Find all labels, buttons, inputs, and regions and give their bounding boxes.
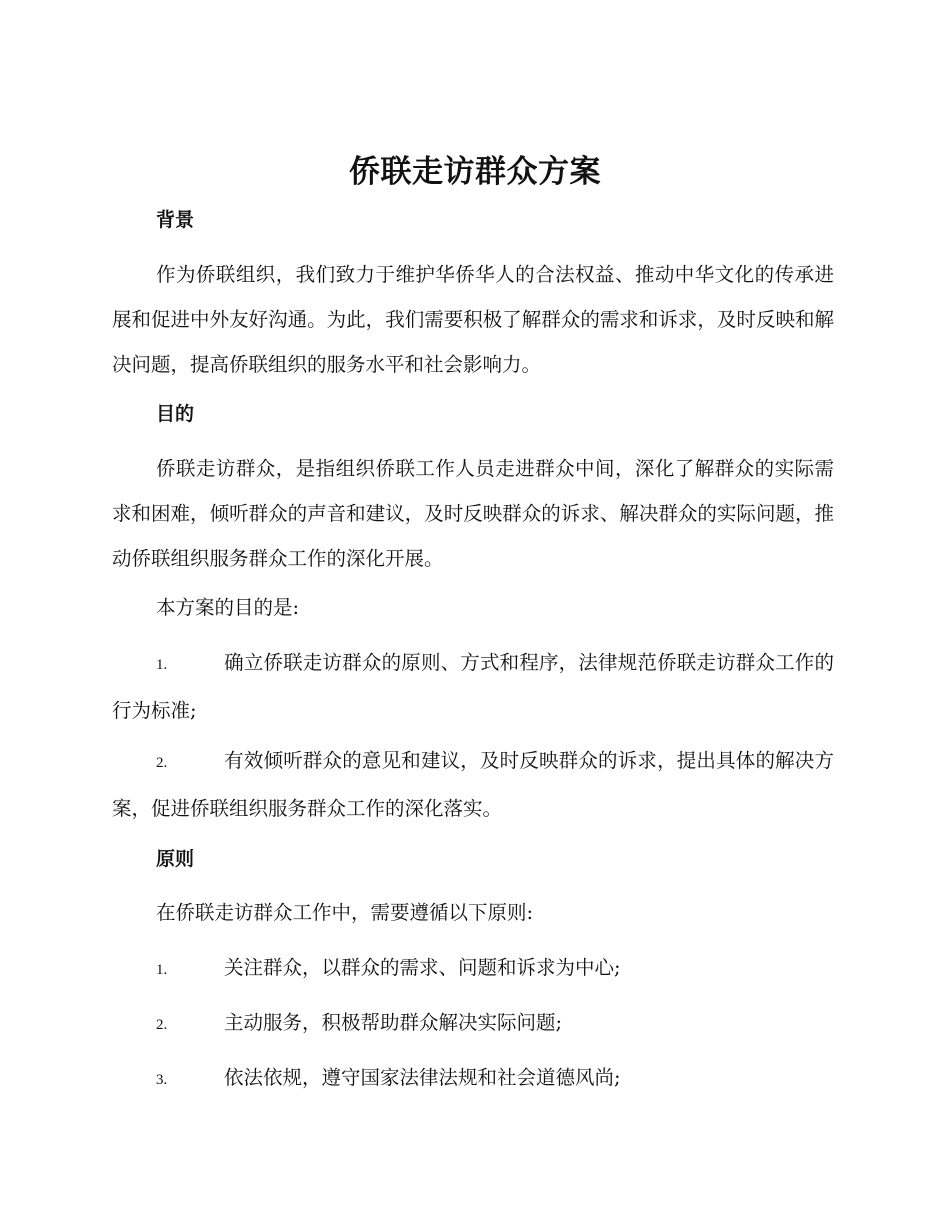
principles-list-item	[112, 1055, 621, 1103]
principles-list-item	[112, 945, 621, 993]
background-paragraph: 作为侨联组织，我们致力于维护华侨华人的合法权益、推动中华文化的传承进展和促进中外友好沟通。为此，我们需要积极了解群众的需求和诉求，及时反映和解决问题，提高侨联组织的服务水平和社会影响力。	[112, 263, 834, 376]
list-number: 2.	[156, 755, 168, 771]
document-title: 侨联走访群众方案	[349, 154, 601, 190]
list-number: 1.	[156, 657, 168, 673]
principles-intro: 在侨联走访群众工作中，需要遵循以下原则:	[156, 901, 534, 924]
principles-list-item	[112, 1000, 562, 1048]
list-item-text: 关注群众，以群众的需求、问题和诉求为中心;	[224, 956, 621, 979]
list-item-text: 主动服务，积极帮助群众解决实际问题;	[224, 1011, 563, 1034]
purpose-intro: 本方案的目的是:	[156, 596, 300, 619]
list-number: 2.	[156, 1017, 168, 1033]
list-item-text: 确立侨联走访群众的原则、方式和程序，法律规范侨联走访群众工作的行为标准;	[112, 651, 834, 722]
list-item-text: 有效倾听群众的意见和建议，及时反映群众的诉求，提出具体的解决方案，促进侨联组织服务群众工作的深化落实。	[112, 749, 834, 820]
list-item-text: 依法依规，遵守国家法律法规和社会道德风尚;	[224, 1066, 621, 1089]
section-heading-principles: 原则	[156, 848, 195, 870]
list-number: 1.	[156, 962, 168, 978]
section-heading-background: 背景	[156, 209, 195, 231]
purpose-list-item	[112, 640, 834, 733]
purpose-paragraph: 侨联走访群众，是指组织侨联工作人员走进群众中间，深化了解群众的实际需求和困难，倾听群众的声音和建议，及时反映群众的诉求、解决群众的实际问题，推动侨联组织服务群众工作的深化开展。	[112, 457, 834, 570]
section-heading-purpose: 目的	[156, 403, 195, 425]
purpose-list-item	[112, 738, 834, 831]
list-number: 3.	[156, 1072, 168, 1088]
